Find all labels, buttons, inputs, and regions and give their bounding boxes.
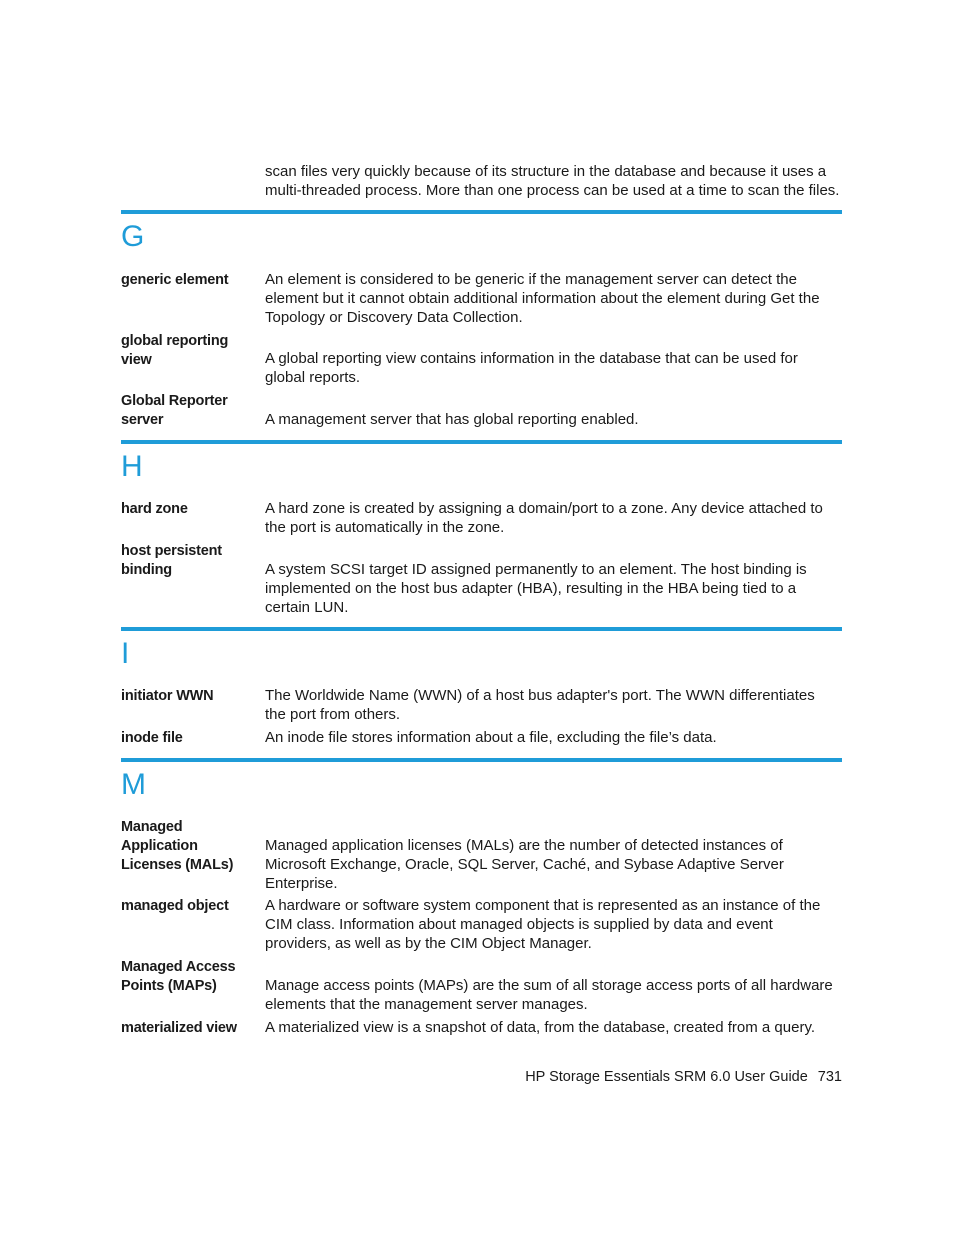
term-line: Managed Access [121,959,236,975]
text-line: The Worldwide Name (WWN) of a host bus adapter's port. The WWN differentiates [265,687,815,704]
glossary-definition [265,271,845,327]
term-line: server [121,411,164,428]
text-line: multi-threaded process. More than one process can be used at a time to scan the files. [265,181,840,199]
glossary-definition [265,411,845,430]
glossary-definition [265,687,845,725]
text-line: element but it cannot obtain additional information about the element during Get the [265,289,820,307]
glossary-definition [265,729,845,748]
term-line: Global Reporter [121,393,228,409]
term-line: generic element [121,272,229,288]
section-letter-g: G [121,220,145,253]
text-line: CIM class. Information about managed objects is supplied by data and event [265,915,773,933]
text-line: A global reporting view contains information in the database that can be used for [265,350,798,367]
glossary-term [121,958,261,996]
term-line: Points (MAPs) [121,977,217,994]
glossary-definition [265,897,845,953]
text-line: Manage access points (MAPs) are the sum of all storage access ports of all hardware [265,977,833,994]
section-letter-h: H [121,450,143,483]
term-line: materialized view [121,1020,237,1036]
glossary-term [121,1019,261,1038]
glossary-term [121,500,261,519]
glossary-definition [265,1019,845,1038]
glossary-term [121,542,261,580]
text-line: Topology or Discovery Data Collection. [265,308,523,326]
text-line: elements that the management server manages. [265,995,588,1013]
text-line: certain LUN. [265,598,349,616]
text-line: scan files very quickly because of its structure in the database and because it uses a [265,163,827,180]
glossary-definition [265,350,845,388]
glossary-term [121,818,261,874]
term-line: global reporting [121,333,229,349]
term-line: inode file [121,730,183,746]
glossary-term [121,271,261,290]
page-footer [525,1068,842,1086]
text-line: Managed application licenses (MALs) are the number of detected instances of [265,837,783,854]
term-line: initiator WWN [121,688,214,704]
section-letter-m: M [121,768,146,801]
text-line: A materialized view is a snapshot of data, from the database, created from a query. [265,1019,816,1036]
section-rule-i [121,627,842,631]
text-line: A system SCSI target ID assigned permanently to an element. The host binding is [265,561,807,578]
text-line: the port is automatically in the zone. [265,518,505,536]
text-line: implemented on the host bus adapter (HBA), resulting in the HBA being tied to a [265,579,797,597]
term-line: hard zone [121,501,188,517]
section-rule-g [121,210,842,214]
intro-paragraph [265,163,845,201]
text-line: A management server that has global reporting enabled. [265,411,639,428]
glossary-term [121,897,261,916]
guide-title: HP Storage Essentials SRM 6.0 User Guide [525,1069,808,1085]
glossary-term [121,687,261,706]
term-line: Licenses (MALs) [121,856,234,873]
glossary-definition [265,977,845,1015]
text-line: providers, as well as by the CIM Object Manager. [265,934,592,952]
text-line: A hardware or software system component that is represented as an instance of the [265,897,821,914]
text-line: A hard zone is created by assigning a domain/port to a zone. Any device attached to [265,500,823,517]
term-line: managed object [121,898,229,914]
glossary-term [121,729,261,748]
term-line: host persistent [121,543,222,559]
glossary-definition [265,561,845,617]
term-line: view [121,351,152,368]
term-line: binding [121,561,172,578]
glossary-definition [265,500,845,538]
text-line: Enterprise. [265,874,338,892]
text-line: global reports. [265,368,361,386]
page-number: 731 [817,1069,842,1085]
term-line: Managed Application [121,819,198,854]
glossary-definition [265,837,845,893]
glossary-term [121,392,261,430]
text-line: the port from others. [265,705,401,723]
section-rule-h [121,440,842,444]
glossary-term [121,332,261,370]
text-line: Microsoft Exchange, Oracle, SQL Server, Caché, and Sybase Adaptive Server [265,855,784,873]
section-rule-m [121,758,842,762]
text-line: An element is considered to be generic if the management server can detect the [265,271,797,288]
text-line: An inode file stores information about a file, excluding the file’s data. [265,729,717,746]
section-letter-i: I [121,637,130,670]
